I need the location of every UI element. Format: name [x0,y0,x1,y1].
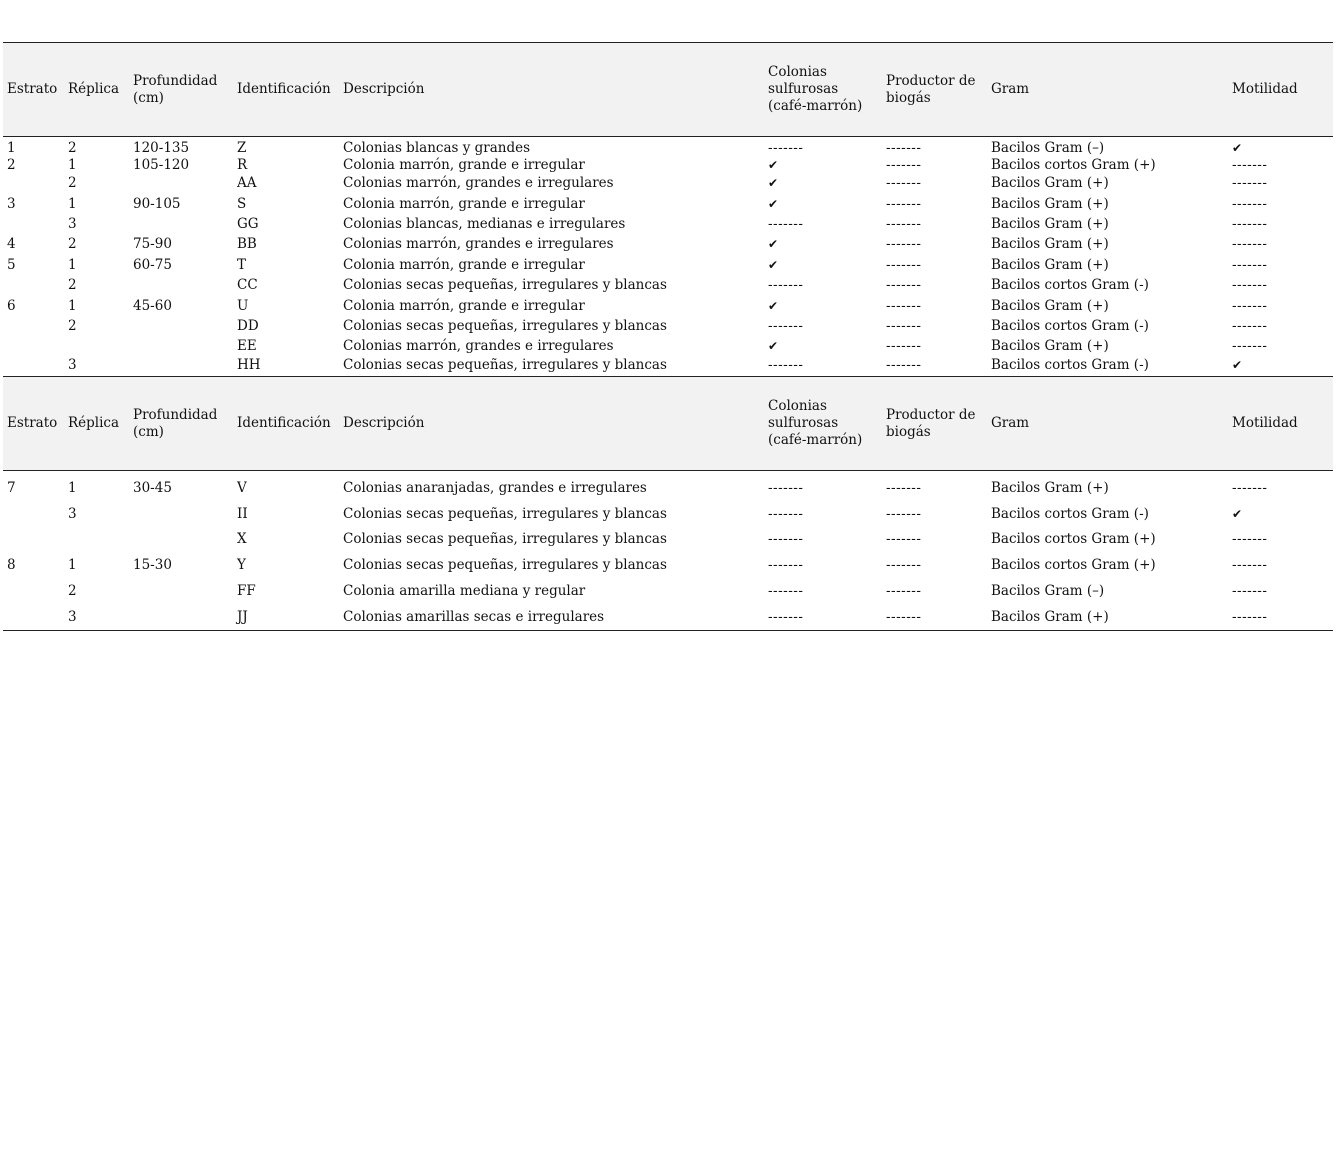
cell-replica [64,336,129,356]
cell-gram: Bacilos Gram (+) [991,195,1109,212]
cell-productor-biogas: ------- [886,195,922,212]
cell-identificacion: JJ [237,608,248,625]
cell-estrato [3,214,64,234]
cell-identificacion: DD [237,317,259,334]
cell-gram: Bacilos Gram (+) [991,479,1109,496]
cell-estrato [3,275,64,295]
cell-gram: Bacilos Gram (+) [991,236,1109,253]
table-row [3,156,1333,173]
cell-productor-biogas: ------- [886,277,922,294]
cell-colonias-sulfurosas: ------- [768,277,804,294]
cell-profundidad [129,173,233,193]
cell-replica: 2 [68,175,77,192]
cell-gram: Bacilos Gram (–) [991,139,1105,156]
cell-replica: 2 [68,236,77,253]
cell-gram: Bacilos Gram (–) [991,583,1105,600]
cell-identificacion: Z [237,139,247,156]
cell-motilidad: ------- [1232,479,1268,496]
cell-estrato: 2 [7,156,16,173]
cell-profundidad [129,357,233,374]
cell-colonias-sulfurosas: ------- [768,531,804,548]
cell-descripcion: Colonias secas pequeñas, irregulares y blancas [343,317,667,334]
cell-productor-biogas: ------- [886,479,922,496]
header-colonias-sulfurosas: Colonias sulfurosas (café-marrón) [768,398,863,448]
header-identificacion: Identificación [237,81,331,97]
cell-replica: 3 [68,608,77,625]
cell-identificacion: BB [237,236,257,253]
cell-gram: Bacilos Gram (+) [991,608,1109,625]
header-profundidad: Profundidad (cm) [133,406,218,440]
table-row [3,214,1333,234]
cell-profundidad: 60-75 [133,256,172,273]
cell-identificacion: EE [237,338,257,355]
cell-colonias-sulfurosas: ------- [768,317,804,334]
cell-identificacion: X [237,531,247,548]
cell-identificacion: T [237,256,247,273]
cell-replica: 3 [68,505,77,522]
cell-profundidad: 120-135 [133,139,190,156]
cell-estrato [3,173,64,193]
cell-productor-biogas: ------- [886,215,922,232]
header-gram: Gram [991,81,1030,97]
cell-descripcion: Colonias blancas y grandes [343,139,531,156]
cell-estrato [3,336,64,356]
cell-profundidad: 30-45 [133,479,172,496]
table-row [3,527,1333,553]
results-table-part-1 [3,42,1333,374]
header-motilidad: Motilidad [1232,81,1298,97]
header-replica: Réplica [68,415,120,431]
cell-estrato [3,578,64,604]
cell-gram: Bacilos Gram (+) [991,338,1109,355]
header-gram: Gram [991,415,1030,431]
cell-estrato: 7 [7,479,16,496]
cell-colonias-sulfurosas: ------- [768,479,804,496]
cell-identificacion: AA [237,175,257,192]
cell-colonias-sulfurosas: ✔ [768,339,779,354]
cell-productor-biogas: ------- [886,338,922,355]
cell-estrato [3,316,64,336]
cell-colonias-sulfurosas: ------- [768,557,804,574]
cell-profundidad [129,501,233,527]
cell-productor-biogas: ------- [886,256,922,273]
cell-identificacion: HH [237,357,261,374]
cell-descripcion: Colonia marrón, grande e irregular [343,256,585,273]
table-row [3,578,1333,604]
cell-replica: 2 [68,139,77,156]
cell-replica: 1 [68,297,77,314]
cell-gram: Bacilos Gram (+) [991,297,1109,314]
table-row [3,471,1333,501]
cell-productor-biogas: ------- [886,505,922,522]
cell-motilidad: ------- [1232,256,1268,273]
cell-descripcion: Colonia marrón, grande e irregular [343,297,585,314]
cell-profundidad [129,316,233,336]
cell-productor-biogas: ------- [886,583,922,600]
cell-replica: 2 [68,277,77,294]
table-row [3,501,1333,527]
header-descripcion: Descripción [343,81,425,97]
cell-identificacion: V [237,479,247,496]
header-descripcion: Descripción [343,415,425,431]
table-body [3,137,1333,374]
cell-descripcion: Colonia marrón, grande e irregular [343,195,585,212]
cell-estrato: 6 [7,297,16,314]
cell-descripcion: Colonias secas pequeñas, irregulares y blancas [343,277,667,294]
cell-profundidad [129,527,233,553]
cell-replica: 1 [68,256,77,273]
table-row [3,275,1333,295]
cell-colonias-sulfurosas: ✔ [768,157,779,172]
cell-motilidad: ------- [1232,317,1268,334]
cell-replica: 3 [68,357,77,374]
cell-gram: Bacilos cortos Gram (+) [991,531,1156,548]
cell-descripcion: Colonia amarilla mediana y regular [343,583,586,600]
table-row [3,137,1333,157]
cell-colonias-sulfurosas: ✔ [768,196,779,211]
cell-identificacion: Y [237,557,246,574]
table-row [3,316,1333,336]
cell-productor-biogas: ------- [886,175,922,192]
cell-motilidad: ------- [1232,338,1268,355]
cell-replica: 1 [68,156,77,173]
table-row [3,357,1333,374]
cell-descripcion: Colonias amarillas secas e irregulares [343,608,605,625]
header-motilidad: Motilidad [1232,415,1298,431]
cell-profundidad: 45-60 [133,297,172,314]
cell-descripcion: Colonias marrón, grandes e irregulares [343,338,614,355]
cell-motilidad: ------- [1232,297,1268,314]
cell-motilidad: ------- [1232,557,1268,574]
table-row [3,255,1333,275]
cell-descripcion: Colonias secas pequeñas, irregulares y blancas [343,505,667,522]
cell-replica: 1 [68,195,77,212]
cell-productor-biogas: ------- [886,317,922,334]
cell-profundidad [129,578,233,604]
cell-profundidad [129,275,233,295]
cell-descripcion: Colonias anaranjadas, grandes e irregulares [343,479,647,496]
table-row [3,193,1333,213]
cell-motilidad: ------- [1232,583,1268,600]
cell-profundidad [129,604,233,630]
cell-productor-biogas: ------- [886,357,922,374]
cell-colonias-sulfurosas: ------- [768,139,804,156]
cell-profundidad: 75-90 [133,236,172,253]
cell-motilidad: ✔ [1232,140,1243,155]
cell-colonias-sulfurosas: ------- [768,608,804,625]
table-header [3,377,1333,471]
cell-motilidad: ------- [1232,156,1268,173]
table-header [3,43,1333,137]
cell-profundidad: 90-105 [133,195,181,212]
table-row [3,552,1333,578]
cell-estrato [3,501,64,527]
cell-motilidad: ------- [1232,195,1268,212]
cell-identificacion: U [237,297,249,314]
cell-productor-biogas: ------- [886,557,922,574]
cell-motilidad: ------- [1232,608,1268,625]
header-profundidad: Profundidad (cm) [133,72,218,106]
cell-gram: Bacilos cortos Gram (+) [991,557,1156,574]
cell-estrato: 3 [7,195,16,212]
cell-identificacion: CC [237,277,258,294]
cell-colonias-sulfurosas: ✔ [768,176,779,191]
cell-gram: Bacilos cortos Gram (-) [991,277,1149,294]
cell-colonias-sulfurosas: ------- [768,357,804,374]
cell-colonias-sulfurosas: ✔ [768,237,779,252]
cell-profundidad: 105-120 [133,156,190,173]
cell-estrato: 4 [7,236,16,253]
cell-descripcion: Colonias blancas, medianas e irregulares [343,215,626,232]
table-row [3,604,1333,630]
cell-descripcion: Colonias secas pequeñas, irregulares y blancas [343,557,667,574]
cell-gram: Bacilos Gram (+) [991,175,1109,192]
cell-descripcion: Colonias marrón, grandes e irregulares [343,236,614,253]
cell-identificacion: S [237,195,247,212]
header-productor-biogas: Productor de biogás [886,72,976,106]
cell-identificacion: FF [237,583,256,600]
cell-replica: 1 [68,479,77,496]
cell-replica: 3 [68,215,77,232]
cell-gram: Bacilos Gram (+) [991,256,1109,273]
cell-colonias-sulfurosas: ------- [768,215,804,232]
cell-gram: Bacilos cortos Gram (-) [991,357,1149,374]
cell-productor-biogas: ------- [886,236,922,253]
cell-replica: 1 [68,557,77,574]
cell-productor-biogas: ------- [886,139,922,156]
header-replica: Réplica [68,81,120,97]
cell-descripcion: Colonia marrón, grande e irregular [343,156,585,173]
results-table-part-2 [3,376,1333,631]
cell-estrato: 8 [7,557,16,574]
cell-colonias-sulfurosas: ------- [768,583,804,600]
cell-gram: Bacilos cortos Gram (+) [991,156,1156,173]
cell-estrato [3,357,64,374]
cell-replica: 2 [68,583,77,600]
cell-productor-biogas: ------- [886,156,922,173]
cell-productor-biogas: ------- [886,297,922,314]
cell-replica: 2 [68,317,77,334]
cell-motilidad: ------- [1232,215,1268,232]
header-productor-biogas: Productor de biogás [886,406,976,440]
cell-colonias-sulfurosas: ✔ [768,257,779,272]
table-row [3,173,1333,193]
cell-colonias-sulfurosas: ------- [768,505,804,522]
cell-productor-biogas: ------- [886,531,922,548]
cell-motilidad: ------- [1232,175,1268,192]
header-identificacion: Identificación [237,415,331,431]
cell-motilidad: ------- [1232,277,1268,294]
header-colonias-sulfurosas: Colonias sulfurosas (café-marrón) [768,64,863,114]
cell-gram: Bacilos cortos Gram (-) [991,317,1149,334]
cell-profundidad [129,336,233,356]
table-row [3,295,1333,315]
table-row [3,336,1333,356]
cell-descripcion: Colonias marrón, grandes e irregulares [343,175,614,192]
header-estrato: Estrato [7,415,58,431]
cell-descripcion: Colonias secas pequeñas, irregulares y blancas [343,531,667,548]
cell-motilidad: ------- [1232,531,1268,548]
cell-productor-biogas: ------- [886,608,922,625]
cell-descripcion: Colonias secas pequeñas, irregulares y blancas [343,357,667,374]
header-estrato: Estrato [7,81,58,97]
cell-estrato: 1 [7,139,16,156]
cell-estrato: 5 [7,256,16,273]
cell-motilidad: ✔ [1232,358,1243,373]
cell-estrato [3,604,64,630]
cell-identificacion: R [237,156,248,173]
cell-motilidad: ✔ [1232,506,1243,521]
cell-gram: Bacilos cortos Gram (-) [991,505,1149,522]
cell-identificacion: II [237,505,248,522]
table-row [3,234,1333,254]
cell-profundidad [129,214,233,234]
cell-identificacion: GG [237,215,259,232]
table-body [3,471,1333,631]
cell-motilidad: ------- [1232,236,1268,253]
cell-colonias-sulfurosas: ✔ [768,298,779,313]
cell-replica [64,527,129,553]
cell-gram: Bacilos Gram (+) [991,215,1109,232]
cell-estrato [3,527,64,553]
cell-profundidad: 15-30 [133,557,172,574]
